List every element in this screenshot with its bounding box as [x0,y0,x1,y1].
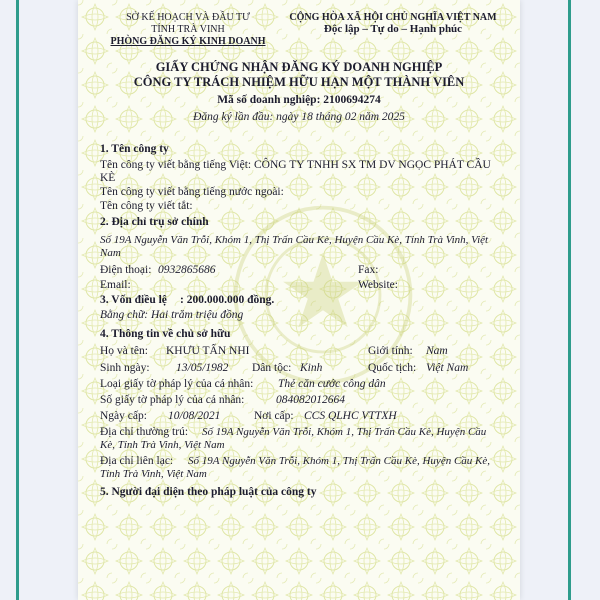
contact-address-label: Địa chỉ liên lạc: [100,455,174,467]
phone-value: 0932865686 [158,264,216,276]
permanent-address-line1: Số 19A Nguyễn Văn Trỗi, Khóm 1, Thị Trấn Cầu Kè, Huyện Cầu [202,426,487,438]
short-company-name: Tên công ty viết tắt: [100,200,193,212]
id-type-value: Thẻ căn cước công dân [278,378,386,390]
id-number-label: Số giấy tờ pháp lý của cá nhân: [100,394,245,406]
gender-label: Giới tính: [368,345,413,357]
doc-title: GIẤY CHỨNG NHẬN ĐĂNG KÝ DOANH NGHIỆP [155,60,443,74]
website-label: Website: [358,279,398,291]
hq-address-line2: Nam [100,247,121,259]
header-republic: CỘNG HÒA XÃ HỘI CHỦ NGHĨA VIỆT NAM [289,12,497,23]
nationality-value: Việt Nam [426,362,469,374]
id-type-label: Loại giấy tờ pháp lý của cá nhân: [100,378,254,390]
ethnic-label: Dân tộc: [252,362,292,374]
header-dept: SỞ KẾ HOẠCH VÀ ĐẦU TƯ [126,12,250,23]
gender-value: Nam [426,345,448,357]
nationality-label: Quốc tịch: [368,362,417,374]
vn-company-name: Tên công ty viết bằng tiếng Việt: CÔNG TY TNHH SX TM DV NGỌC PHÁT CẦU [100,159,491,171]
email-label: Email: [100,279,131,291]
permanent-address-label: Địa chỉ thường trú: [100,426,189,438]
capital-in-words: Bằng chữ: Hai trăm triệu đồng [100,309,244,321]
registration-date: Đăng ký lần đầu: ngày 18 tháng 02 năm 2025 [193,111,405,123]
charter-capital: : 200.000.000 đồng. [180,294,275,306]
section2-heading: 2. Địa chỉ trụ sở chính [100,216,209,228]
enterprise-code: Mã số doanh nghiệp: 2100694274 [217,94,381,106]
issue-place-value: CCS QLHC VTTXH [304,410,397,422]
fax-label: Fax: [358,264,379,276]
id-number-value: 084082012664 [276,394,345,406]
contact-address-line2: Tỉnh Trà Vinh, Việt Nam [100,468,207,480]
section4-heading: 4. Thông tin về chủ sở hữu [100,328,231,340]
header-office: PHÒNG ĐĂNG KÝ KINH DOANH [110,36,266,47]
header-motto: Độc lập – Tự do – Hạnh phúc [323,23,463,35]
permanent-address-line2: Kè, Tỉnh Trà Vinh, Việt Nam [100,439,225,451]
hq-address-line1: Số 19A Nguyễn Văn Trỗi, Khóm 1, Thị Trấn Cầu Kè, Huyện Cầu Kè, Tỉnh Trà Vinh, Việt [100,234,489,246]
section3-heading: 3. Vốn điều lệ [100,294,167,306]
company-type-title: CÔNG TY TRÁCH NHIỆM HỮU HẠN MỘT THÀNH VIÊN [133,75,465,89]
vn-company-name-cont: KÈ [100,172,116,184]
right-frame-line [568,0,571,600]
ethnic-value: Kinh [300,362,323,374]
issue-place-label: Nơi cấp: [254,410,294,422]
issue-date-label: Ngày cấp: [100,410,147,422]
issue-date-value: 10/08/2021 [168,410,221,422]
foreign-company-name: Tên công ty viết bằng tiếng nước ngoài: [100,186,284,198]
owner-name-label: Họ và tên: [100,345,148,357]
contact-address-line1: Số 19A Nguyễn Văn Trỗi, Khóm 1, Thị Trấn Cầu Kè, Huyện Cầu Kè, [188,455,491,467]
dob-label: Sinh ngày: [100,362,150,374]
phone-label: Điện thoại: [100,264,152,276]
header-province: TỈNH TRÀ VINH [151,24,225,35]
left-frame-line [16,0,19,600]
owner-name-value: KHƯU TẤN NHI [166,345,250,357]
certificate-paper [78,0,520,600]
section1-heading: 1. Tên công ty [100,143,169,155]
dob-value: 13/05/1982 [176,362,229,374]
section5-heading: 5. Người đại diện theo pháp luật của công ty [100,486,317,498]
